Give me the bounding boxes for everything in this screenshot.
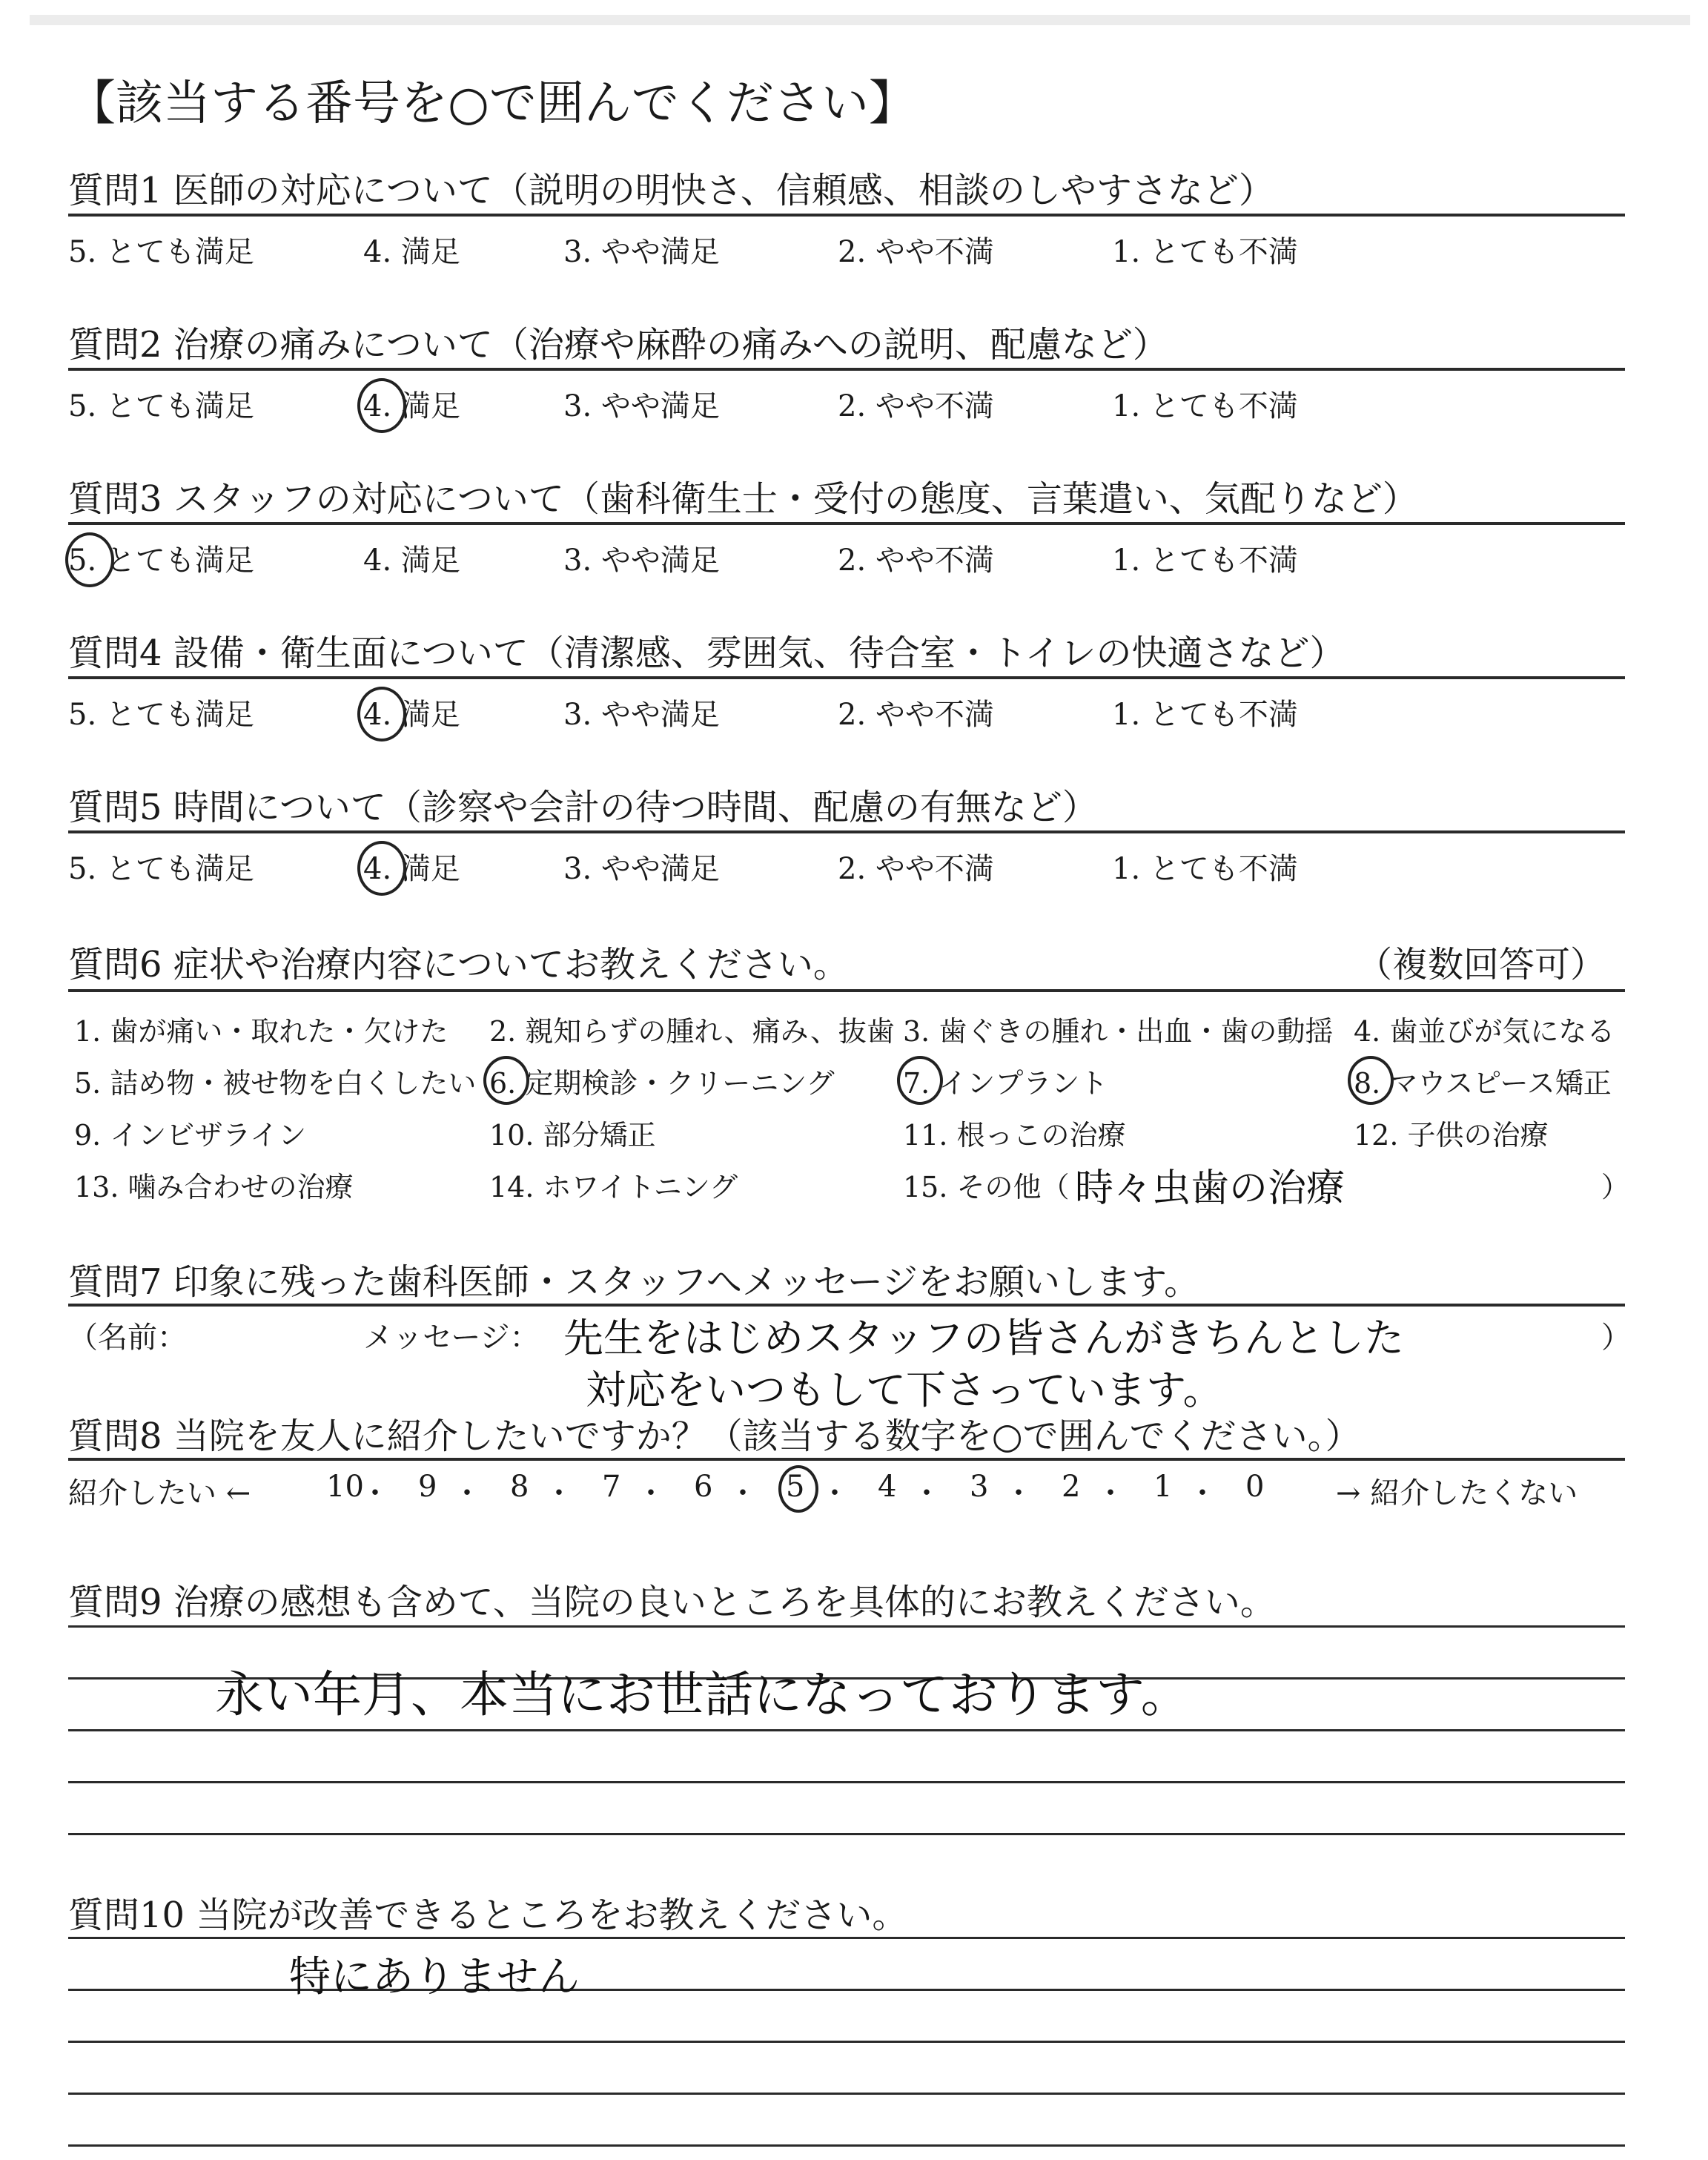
q6-option-1[interactable]: 1. 歯が痛い・取れた・欠けた: [74, 1015, 448, 1048]
q6-option-8[interactable]: 8. マウスピース矯正: [1354, 1067, 1612, 1100]
q2-selection-circle: [357, 378, 406, 433]
q9-title: 質問9 治療の感想も含めて、当院の良いところを具体的にお教えください。: [68, 1582, 1276, 1623]
q10-line: [68, 2041, 1625, 2043]
q8-right-label: → 紹介したくない: [1336, 1476, 1578, 1510]
q8-scale-10[interactable]: 10: [326, 1470, 364, 1504]
q8-rule: [68, 1458, 1625, 1461]
q3-selection-circle: [65, 532, 114, 587]
q3-option-3[interactable]: 3. やや満足: [563, 544, 720, 578]
q8-separator: ・: [1004, 1476, 1033, 1510]
q6-option-3[interactable]: 3. 歯ぐきの腫れ・出血・歯の動揺: [903, 1015, 1334, 1048]
q8-separator: ・: [728, 1476, 758, 1510]
q6-selection-circle: [1348, 1056, 1394, 1105]
q5-selection-circle: [357, 841, 406, 896]
q8-scale-7[interactable]: 7: [602, 1470, 621, 1504]
q7-message-label: メッセージ：: [363, 1321, 540, 1355]
q9-line: [68, 1833, 1625, 1835]
q4-title: 質問4 設備・衛生面について（清潔感、雰囲気、待合室・トイレの快適さなど）: [68, 633, 1345, 674]
q2-option-3[interactable]: 3. やや満足: [563, 389, 720, 423]
q4-option-4[interactable]: 4. 満足: [363, 698, 460, 732]
q6-option-9[interactable]: 9. インビザライン: [74, 1119, 307, 1152]
q1-title: 質問1 医師の対応について（説明の明快さ、信頼感、相談のしやすさなど）: [68, 170, 1274, 211]
q5-option-4[interactable]: 4. 満足: [363, 852, 460, 886]
q4-option-3[interactable]: 3. やや満足: [563, 698, 720, 732]
q8-scale-1[interactable]: 1: [1153, 1470, 1173, 1504]
q8-separator: ・: [1188, 1476, 1217, 1510]
q6-option-10[interactable]: 10. 部分矯正: [489, 1119, 656, 1152]
q8-separator: ・: [1096, 1476, 1125, 1510]
q8-scale-8[interactable]: 8: [510, 1470, 529, 1504]
q2-title: 質問2 治療の痛みについて（治療や麻酔の痛みへの説明、配慮など）: [68, 324, 1168, 366]
q8-separator: ・: [636, 1476, 666, 1510]
q8-separator: ・: [820, 1476, 850, 1510]
q9-line: [68, 1625, 1625, 1628]
q10-title: 質問10 当院が改善できるところをお教えください。: [68, 1895, 908, 1936]
q7-name-label: （名前：: [68, 1321, 187, 1355]
q6-option-6[interactable]: 6. 定期検診・クリーニング: [489, 1067, 835, 1100]
q6-option-15[interactable]: 15. その他（: [903, 1171, 1070, 1203]
q8-scale-2[interactable]: 2: [1062, 1470, 1081, 1504]
q1-option-1[interactable]: 1. とても不満: [1112, 235, 1298, 269]
q6-option-7[interactable]: 7. インプラント: [903, 1067, 1108, 1100]
q2-option-5[interactable]: 5. とても満足: [68, 389, 254, 423]
q10-line: [68, 2144, 1625, 2147]
q6-option-14[interactable]: 14. ホワイトニング: [489, 1171, 738, 1203]
q8-left-label: 紹介したい ←: [68, 1476, 251, 1510]
q6-option-12[interactable]: 12. 子供の治療: [1354, 1119, 1549, 1152]
q7-close-paren: ）: [1601, 1321, 1631, 1355]
q6-rule: [68, 989, 1625, 992]
q8-separator: ・: [452, 1476, 482, 1510]
q1-option-2[interactable]: 2. やや不満: [838, 235, 994, 269]
q1-option-5[interactable]: 5. とても満足: [68, 235, 254, 269]
q6-selection-circle: [483, 1056, 529, 1105]
q10-line: [68, 2093, 1625, 2095]
q8-scale-4[interactable]: 4: [878, 1470, 897, 1504]
q8-scale-3[interactable]: 3: [970, 1470, 989, 1504]
q8-title: 質問8 当院を友人に紹介したいですか？（該当する数字を○で囲んでください。）: [68, 1416, 1361, 1457]
q6-other-handwritten: 時々虫歯の治療: [1075, 1166, 1345, 1211]
q3-option-1[interactable]: 1. とても不満: [1112, 544, 1298, 578]
q1-rule: [68, 214, 1625, 217]
q3-option-2[interactable]: 2. やや不満: [838, 544, 994, 578]
q9-answer: 永い年月、本当にお世話になっております。: [215, 1666, 1190, 1723]
q8-scale-0[interactable]: 0: [1245, 1470, 1265, 1504]
q6-selection-circle: [897, 1056, 943, 1105]
q4-option-1[interactable]: 1. とても不満: [1112, 698, 1298, 732]
q4-option-2[interactable]: 2. やや不満: [838, 698, 994, 732]
q5-rule: [68, 830, 1625, 833]
q4-option-5[interactable]: 5. とても満足: [68, 698, 254, 732]
q6-option-2[interactable]: 2. 親知らずの腫れ、痛み、抜歯: [489, 1015, 895, 1048]
q9-line: [68, 1781, 1625, 1783]
q8-separator: ・: [544, 1476, 574, 1510]
q3-title: 質問3 スタッフの対応について（歯科衛生士・受付の態度、言葉遣い、気配りなど）: [68, 478, 1418, 520]
q5-option-5[interactable]: 5. とても満足: [68, 852, 254, 886]
q9-line: [68, 1729, 1625, 1731]
q7-message-line1: 先生をはじめスタッフの皆さんがきちんとした: [563, 1315, 1404, 1361]
q2-option-2[interactable]: 2. やや不満: [838, 389, 994, 423]
q1-option-3[interactable]: 3. やや満足: [563, 235, 720, 269]
q10-line: [68, 1937, 1625, 1939]
q8-scale-5[interactable]: 5: [786, 1470, 805, 1504]
q5-option-2[interactable]: 2. やや不満: [838, 852, 994, 886]
q8-separator: ・: [912, 1476, 941, 1510]
q6-title: 質問6 症状や治療内容についてお教えください。: [68, 944, 849, 985]
q7-message-line2: 対応をいつもして下さっています。: [586, 1367, 1223, 1413]
q6-option-11[interactable]: 11. 根っこの治療: [903, 1119, 1126, 1152]
q3-rule: [68, 522, 1625, 525]
q6-note: （複数回答可）: [1357, 944, 1606, 985]
q6-option-13[interactable]: 13. 噛み合わせの治療: [74, 1171, 354, 1203]
q8-separator: ・: [360, 1476, 390, 1510]
q6-option-close-paren[interactable]: ）: [1601, 1171, 1630, 1203]
q7-title: 質問7 印象に残った歯科医師・スタッフへメッセージをお願いします。: [68, 1261, 1200, 1303]
q3-option-5[interactable]: 5. とても満足: [68, 544, 254, 578]
q1-option-4[interactable]: 4. 満足: [363, 235, 460, 269]
q2-option-1[interactable]: 1. とても不満: [1112, 389, 1298, 423]
instruction-heading: 【該当する番号を○で囲んでください】: [68, 76, 916, 131]
q6-option-5[interactable]: 5. 詰め物・被せ物を白くしたい: [74, 1067, 477, 1100]
q5-title: 質問5 時間について（診察や会計の待つ時間、配慮の有無など）: [68, 787, 1098, 828]
q5-option-3[interactable]: 3. やや満足: [563, 852, 720, 886]
q2-rule: [68, 368, 1625, 371]
q3-option-4[interactable]: 4. 満足: [363, 544, 460, 578]
scan-edge: [30, 15, 1690, 25]
q5-option-1[interactable]: 1. とても不満: [1112, 852, 1298, 886]
q8-selection-circle: [778, 1465, 818, 1513]
q6-option-4[interactable]: 4. 歯並びが気になる: [1354, 1015, 1615, 1048]
q10-answer: 特にありません: [289, 1953, 580, 2001]
q4-selection-circle: [357, 687, 406, 742]
q8-scale-6[interactable]: 6: [694, 1470, 713, 1504]
q8-scale-9[interactable]: 9: [418, 1470, 437, 1504]
q4-rule: [68, 676, 1625, 679]
q2-option-4[interactable]: 4. 満足: [363, 389, 460, 423]
